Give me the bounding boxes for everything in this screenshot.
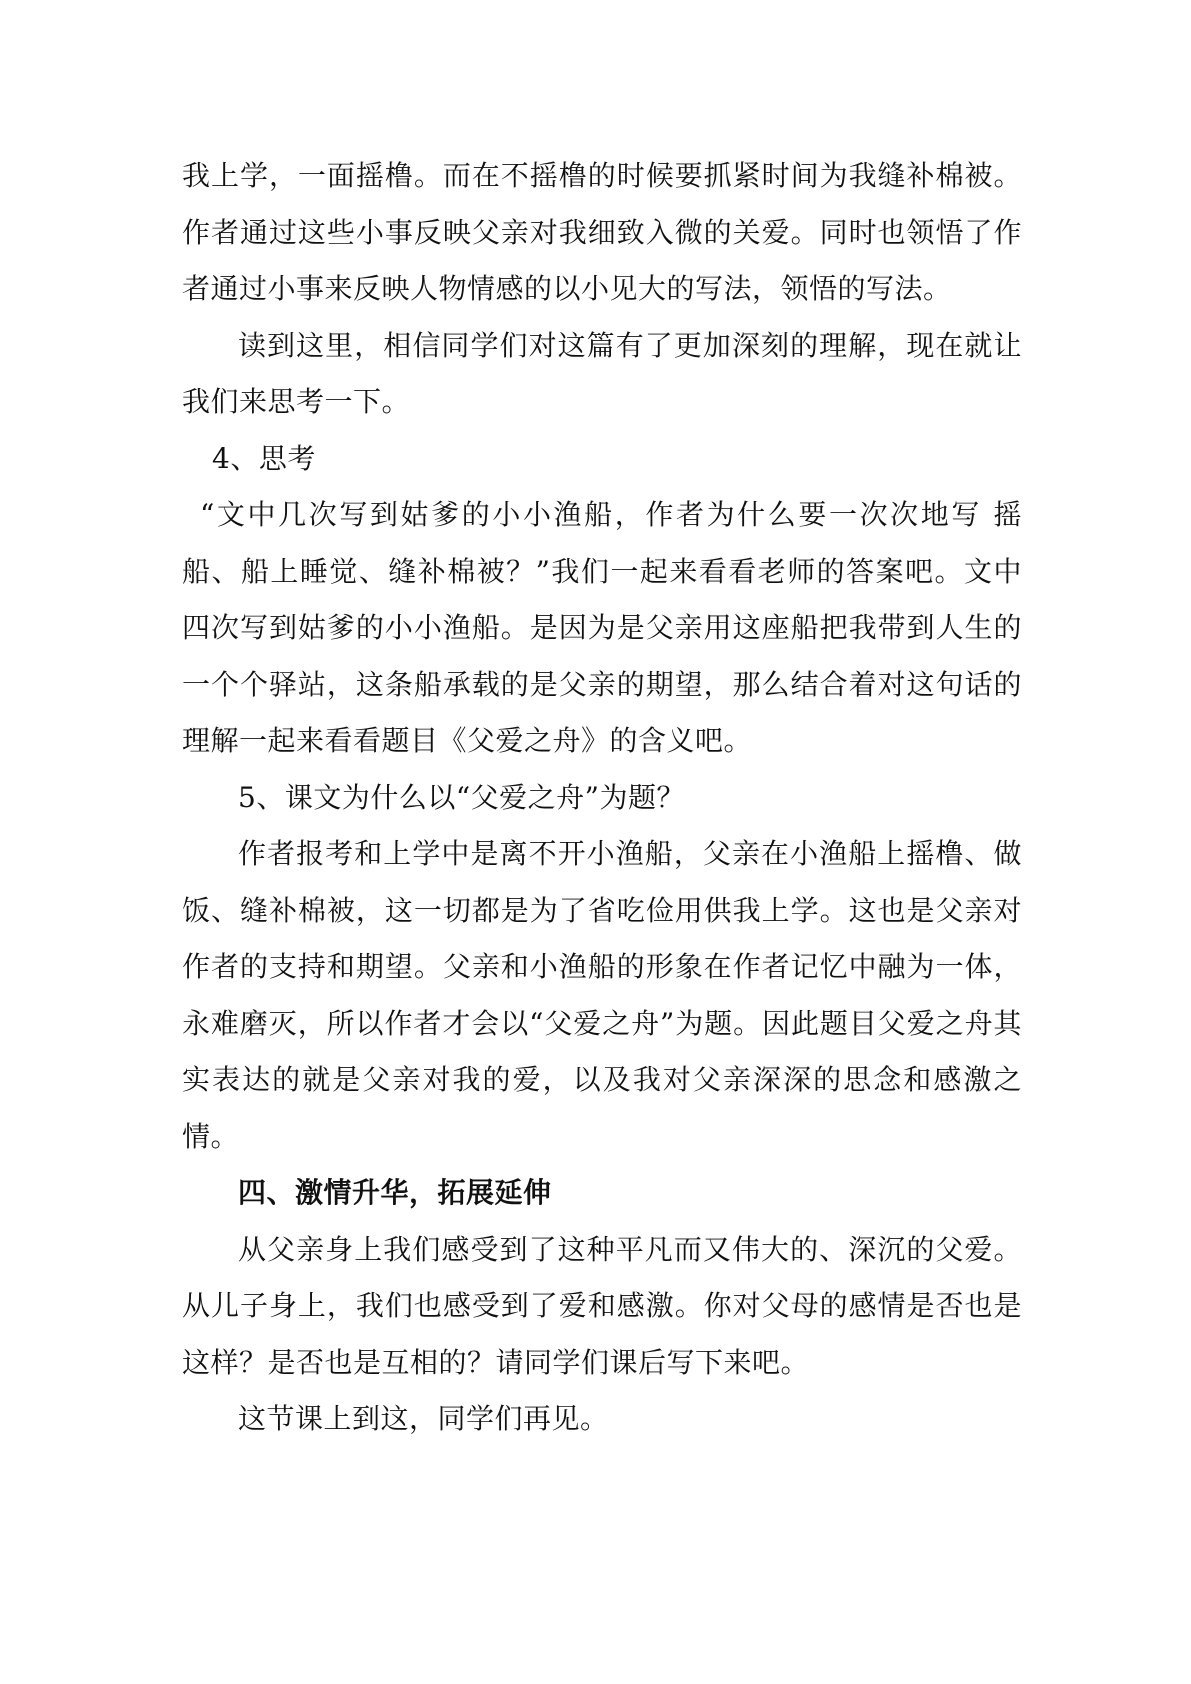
section-label-title-question: 5、课文为什么以“父爱之舟”为题？: [238, 780, 685, 814]
paragraph-thinking-question: “文中几次写到姑爹的小小渔船，作者为什么要一次次地写 摇船、船上睡觉、缝补棉被？”我们一起来看看老师的答案吧。文中四次写到姑爹的小小渔船。是因为是父亲用这座船把我带到人生的一个个驿站，这条船承载的是父亲的期望，那么结合着对这句话的理解一起来看看题目《父爱之舟》的含义吧。: [182, 498, 1022, 757]
section-heading-extension: 四、激情升华，拓展延伸: [238, 1176, 552, 1209]
paragraph-continuation: 我上学，一面摇橹。而在不摇橹的时候要抓紧时间为我缝补棉被。作者通过这些小事反映父亲对我细致入微的关爱。同时也领悟了作者通过小事来反映人物情感的以小见大的写法，领悟的写法。: [182, 159, 1022, 305]
section-label-thinking: 4、思考: [212, 441, 316, 475]
paragraph-title-answer: 作者报考和上学中是离不开小渔船，父亲在小渔船上摇橹、做饭、缝补棉被，这一切都是为了省吃俭用供我上学。这也是父亲对作者的支持和期望。父亲和小渔船的形象在作者记忆中融为一体，永难磨灭，所以作者才会以“父爱之舟”为题。因此题目父爱之舟其实表达的就是父亲对我的爱，以及我对父亲深深的思念和感激之情。: [182, 837, 1022, 1153]
paragraph-extension: 从父亲身上我们感受到了这种平凡而又伟大的、深沉的父爱。从儿子身上，我们也感受到了爱和感激。你对父母的感情是否也是这样？是否也是互相的？请同学们课后写下来吧。: [182, 1232, 1022, 1379]
paragraph-reflection-intro: 读到这里，相信同学们对这篇有了更加深刻的理解，现在就让我们来思考一下。: [182, 328, 1022, 418]
document-body: [182, 148, 1022, 1448]
paragraph-closing: 这节课上到这，同学们再见。: [238, 1402, 609, 1435]
